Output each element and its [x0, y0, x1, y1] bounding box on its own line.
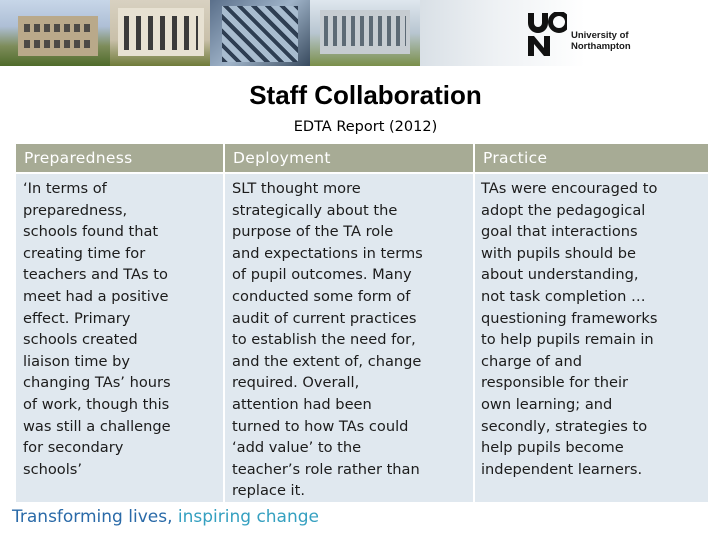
university-name [571, 30, 691, 52]
findings-table [16, 144, 708, 502]
column-header: Practice [475, 144, 708, 172]
tagline-main: Transforming lives, [12, 507, 173, 527]
uon-logo-icon [527, 12, 567, 56]
column-text: SLT thought more strategically about the purpose of the TA role and expectations in terms of pupil outcomes. Many conducted some form of audit of current practices to establish the need for, and the extent of, change required. Overall, attention had been turned to how TAs could ‘add value’ to the teacher’s role rather than replace it. [225, 174, 473, 502]
column-header: Preparedness [16, 144, 223, 172]
university-name-line2: Northampton [571, 41, 631, 52]
campus-photo-2 [110, 0, 210, 66]
column-text: TAs were encouraged to adopt the pedagogical goal that interactions with pupils should be about understanding, not task completion … questioning frameworks to help pupils remain in charge of and responsible for their own learning; and secondly, strategies to help pupils become independent learners. [475, 174, 708, 502]
slide-title: Staff Collaboration [249, 80, 482, 110]
slide-subtitle: EDTA Report (2012) [293, 119, 438, 135]
campus-photo-3 [210, 0, 310, 66]
column-deployment [225, 144, 473, 500]
footer-tagline [12, 507, 319, 527]
column-text: ‘In terms of preparedness, schools found that creating time for teachers and TAs to meet had a positive effect. Primary schools created liaison time by changing TAs’ hours of work, though this was still a challenge for secondary schools’ [16, 174, 223, 502]
column-header: Deployment [225, 144, 473, 172]
university-name-line1: University of [571, 30, 629, 41]
tagline-accent: inspiring change [177, 507, 320, 527]
campus-photo-1 [0, 0, 110, 66]
column-practice [475, 144, 708, 478]
column-preparedness [16, 144, 223, 478]
campus-photo-4 [310, 0, 420, 66]
